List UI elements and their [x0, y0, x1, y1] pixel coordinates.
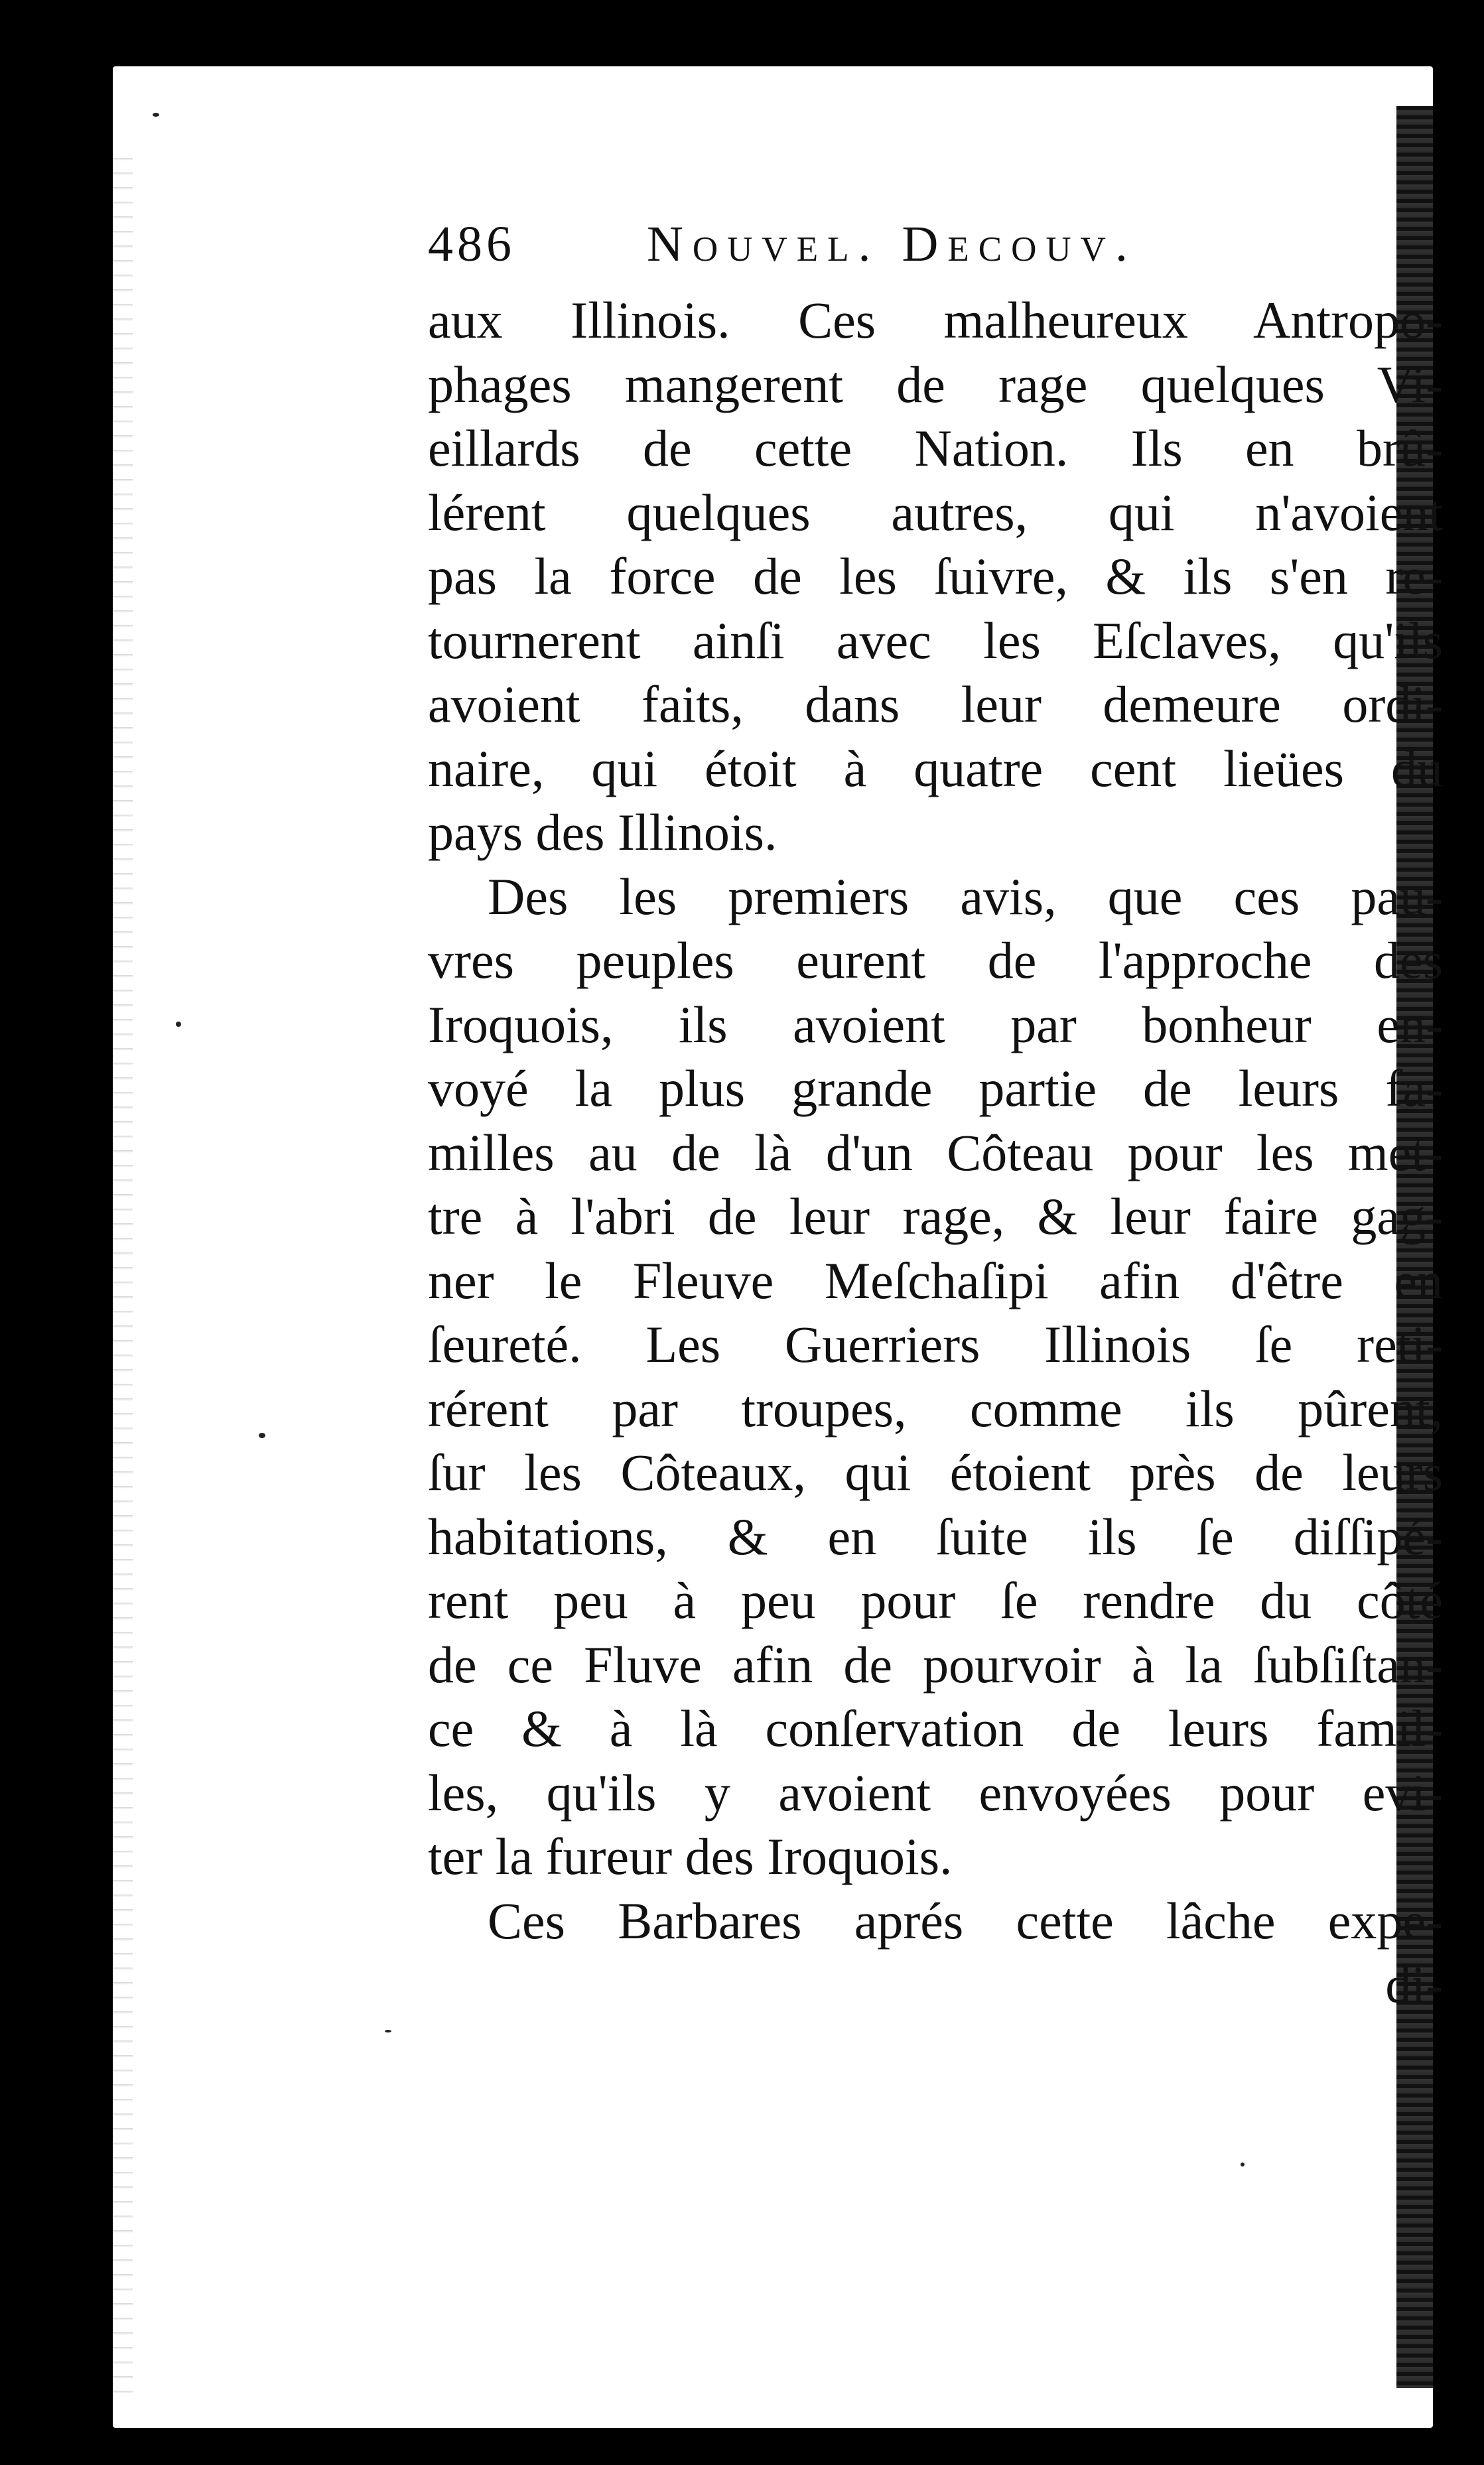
text-line: Des les premiers avis, que ces pau- [488, 867, 1443, 925]
text-line: lérent quelques autres, qui n'avoient [428, 483, 1443, 541]
page-gutter [113, 146, 133, 2401]
text-line: tournerent ainſi avec les Eſclaves, qu'ils [428, 611, 1443, 669]
text-line: phages mangerent de rage quelques Vi- [428, 355, 1443, 413]
running-head [428, 216, 1443, 289]
scan-speck [153, 113, 159, 117]
text-line: les, qu'ils y avoient envoyées pour evi- [428, 1763, 1443, 1822]
text-line: ter la fureur des Iroquois. [428, 1828, 953, 1885]
page-number: 486 [428, 216, 515, 272]
text-line: vres peuples eurent de l'approche des [428, 931, 1443, 989]
catchword: di- [1385, 1956, 1443, 2013]
text-line: de ce Fluve afin de pourvoir à la ſubſiſtan- [428, 1635, 1443, 1694]
text-line: naire, qui étoit à quatre cent lieües du [428, 739, 1443, 797]
text-line: rérent par troupes, comme ils pûrent, [428, 1379, 1443, 1437]
text-line: ſur les Côteaux, qui étoient près de leurs [428, 1443, 1443, 1501]
text-line: eillards de cette Nation. Ils en brû- [428, 419, 1443, 477]
text-line: ſeureté. Les Guerriers Illinois ſe reti- [428, 1315, 1443, 1373]
running-title: Nouvel. Decouv. [647, 216, 1137, 272]
text-line: ner le Fleuve Meſchaſipi afin d'être en [428, 1251, 1443, 1309]
scan-speck [259, 1433, 265, 1438]
scan-speck [385, 2030, 391, 2032]
scan-speck [1241, 2163, 1245, 2166]
text-line: aux Illinois. Ces malheureux Antropo- [428, 291, 1443, 349]
text-line: pays des Illinois. [428, 803, 777, 861]
text-line: voyé la plus grande partie de leurs fa- [428, 1059, 1443, 1117]
text-line: ce & à là conſervation de leurs famil- [428, 1699, 1443, 1757]
text-line: avoient faits, dans leur demeure ordi- [428, 675, 1443, 733]
text-line: pas la force de les ſuivre, & ils s'en re- [428, 547, 1443, 605]
text-line: Iroquois, ils avoient par bonheur en- [428, 995, 1443, 1053]
text-line: Ces Barbares aprés cette lâche expe- [488, 1891, 1443, 1950]
text-line: milles au de là d'un Côteau pour les met- [428, 1123, 1443, 1181]
text-block [428, 216, 1443, 2017]
scan-speck [176, 1022, 181, 1027]
text-line: rent peu à peu pour ſe rendre du côté [428, 1571, 1443, 1629]
text-line: habitations, & en ſuite ils ſe diſſipé- [428, 1507, 1443, 1566]
book-page [113, 66, 1443, 2428]
text-line: tre à l'abri de leur rage, & leur faire gag- [428, 1187, 1443, 1245]
